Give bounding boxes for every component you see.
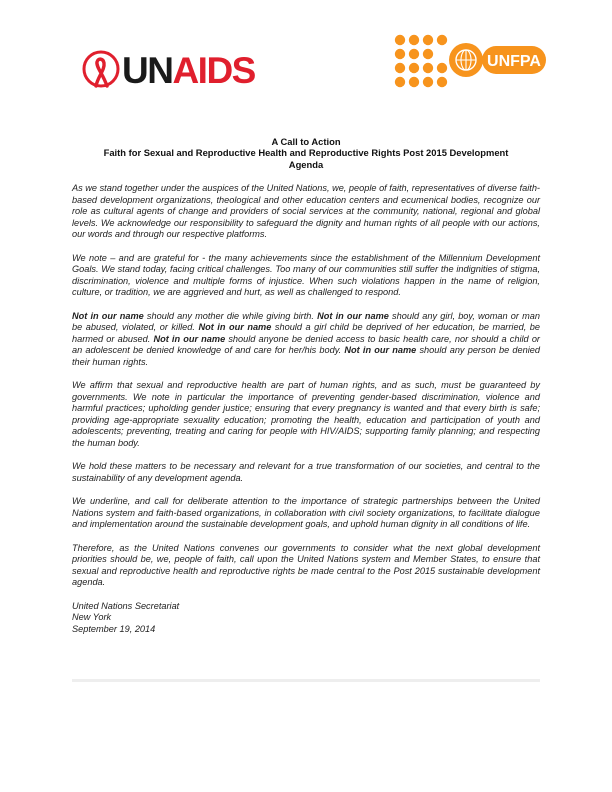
un-emblem-icon: [449, 43, 483, 77]
document-body: [72, 183, 540, 635]
paragraph-3-text: should anyone be denied access to basic health care, nor should a child or an adolescent be denied knowledge of and care for her/his body.: [72, 333, 540, 355]
paragraph-3-text: should any girl, boy, woman or man be abused, violated, or killed.: [72, 310, 541, 332]
title-line-2: Faith for Sexual and Reproductive Health and Reproductive Rights Post 2015 Development: [103, 147, 509, 159]
signature-city: New York: [72, 612, 112, 622]
title-line-1: A Call to Action: [271, 136, 341, 147]
paragraph-1: As we stand together under the auspices of the United Nations, we, people of faith, representatives of diverse faith-based development organizations, theological and other education centers and ecumenical bodies, recognize our role as cultural agents of change and providers of social services at the community, national, regional and global levels. We acknowledge our responsibility to safeguard the dignity and human rights of all people with our actions, our words and through our respective platforms.: [72, 183, 540, 239]
title-line-3: Agenda: [288, 158, 324, 170]
emphasis-not-in-our-name: Not in our name: [198, 322, 272, 332]
paragraph-2: We note – and are grateful for - the many achievements since the establishment of the Millennium Development Goals. We stand today, facing critical challenges. Too many of our communities still suffer the indignities of stigma, discrimination, violence and multiple forms of injustice. When such violations happen in the name of religion, culture, or tradition, we are aggrieved and hurt, as well as challenged to respond.: [72, 252, 540, 297]
signature-date: September 19, 2014: [72, 623, 156, 634]
paragraph-3-text: should a girl child be deprived of her education, be married, be harmed or abused.: [72, 322, 540, 344]
emphasis-not-in-our-name: Not in our name: [72, 310, 144, 321]
paragraph-3-text: should any mother die while giving birth.: [143, 310, 318, 321]
document-title: [60, 136, 552, 170]
paragraph-4: We affirm that sexual and reproductive health are part of human rights, and as such, must be guaranteed by governments. We note in particular the importance of preventing gender-based discrimination, violence and harmful practices; upholding gender justice; ensuring that every pregnancy is wanted and that every birth is safe; providing age-appropriate sexuality education; promoting the health, education and participation of youth and adolescents; preventing, treating and caring for people with HIV/AIDS; supporting family planning; and respecting the human body.: [72, 380, 540, 448]
paragraph-5: We hold these matters to be necessary and relevant for a true transformation of our societies, and central to the sustainability of any development agenda.: [72, 461, 540, 483]
emphasis-not-in-our-name: Not in our name: [153, 333, 226, 344]
footer-divider: [72, 679, 540, 682]
paragraph-7: Therefore, as the United Nations convenes our governments to consider what the next global development priorities should be, we, people of faith, call upon the United Nations system and Member States, to ensure that sexual and reproductive health and reproductive rights be made central to the Post 2015 sustainable development agenda.: [72, 542, 540, 587]
emphasis-not-in-our-name: Not in our name: [344, 345, 417, 355]
unaids-wordmark: [122, 50, 255, 92]
unaids-logo: [82, 50, 255, 92]
red-ribbon-icon: [82, 50, 120, 92]
paragraph-3-text: should any person be denied their human rights.: [72, 345, 540, 367]
paragraph-3: [72, 311, 540, 369]
unaids-wordmark-aids: AIDS: [172, 50, 255, 91]
paragraph-6: We underline, and call for deliberate attention to the importance of strategic partnerships between the United Nations system and faith-based organizations, in collaboration with civil society organizations, to facilitate dialogue and implementation around the sustainable development goals, and uphold human dignity in all conditions of life.: [72, 496, 540, 529]
emphasis-not-in-our-name: Not in our name: [317, 310, 389, 321]
unfpa-logo: [392, 32, 546, 88]
signature-organization: United Nations Secretariat: [72, 600, 180, 611]
unfpa-text: UNFPA: [487, 53, 541, 70]
unfpa-dot-pattern: [395, 35, 447, 87]
signature-block: [72, 601, 540, 636]
unaids-wordmark-un: UN: [122, 50, 173, 91]
